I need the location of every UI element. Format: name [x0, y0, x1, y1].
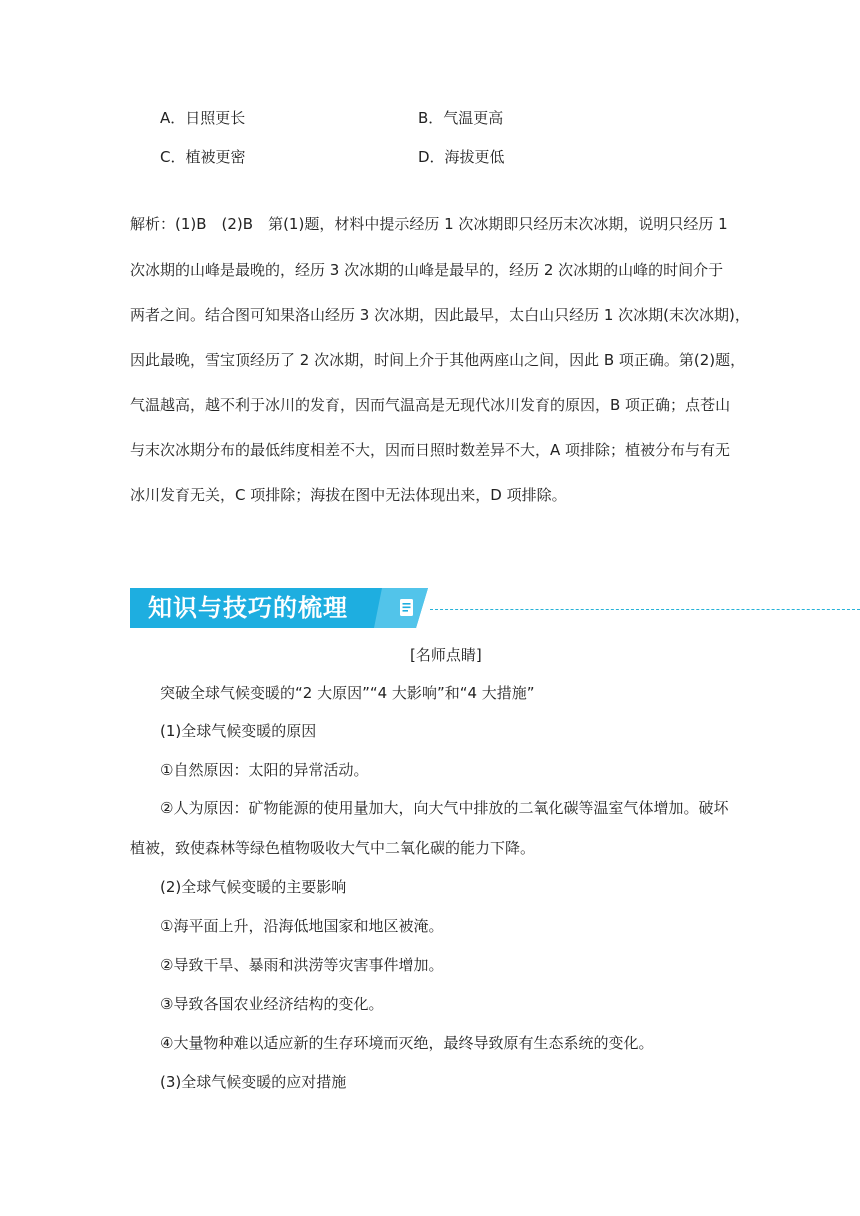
- impact-1: ①海平面上升，沿海低地国家和地区被淹。: [160, 917, 444, 935]
- analysis-line-5: 气温越高，越不利于冰川的发育，因而气温高是无现代冰川发育的原因，B 项正确；点苍山: [130, 396, 731, 414]
- section-title: 知识与技巧的梳理: [148, 594, 348, 622]
- heading-impacts: (2)全球气候变暖的主要影响: [160, 878, 347, 896]
- analysis-line-1: 解析：(1)B (2)B 第(1)题，材料中提示经历 1 次冰期即只经历末次冰期，说明只经历 1: [130, 215, 728, 233]
- banner-dashed-rule: [430, 609, 860, 610]
- subtitle: [名师点睛]: [410, 646, 482, 664]
- natural-cause: ①自然原因：太阳的异常活动。: [160, 761, 369, 779]
- impact-4: ④大量物种难以适应新的生存环境而灭绝，最终导致原有生态系统的变化。: [160, 1034, 654, 1052]
- human-cause-line-1: ②人为原因：矿物能源的使用量加大，向大气中排放的二氧化碳等温室气体增加。破坏: [160, 799, 729, 817]
- option-a: A．日照更长: [160, 109, 246, 127]
- impact-2: ②导致干旱、暴雨和洪涝等灾害事件增加。: [160, 956, 444, 974]
- analysis-line-2: 次冰期的山峰是最晚的，经历 3 次冰期的山峰是最早的，经历 2 次冰期的山峰的时间介于: [130, 261, 724, 279]
- heading-causes: (1)全球气候变暖的原因: [160, 722, 317, 740]
- analysis-line-6: 与末次冰期分布的最低纬度相差不大，因而日照时数差异不大，A 项排除；植被分布与有无: [130, 441, 731, 459]
- analysis-line-3: 两者之间。结合图可知果洛山经历 3 次冰期，因此最早，太白山只经历 1 次冰期(末次冰期)，: [130, 306, 750, 324]
- option-d: D．海拔更低: [418, 148, 505, 166]
- heading-measures: (3)全球气候变暖的应对措施: [160, 1073, 347, 1091]
- section-banner: [130, 588, 860, 628]
- intro-text: 突破全球气候变暖的“2 大原因”“4 大影响”和“4 大措施”: [160, 684, 535, 702]
- option-c: C．植被更密: [160, 148, 246, 166]
- impact-3: ③导致各国农业经济结构的变化。: [160, 995, 384, 1013]
- document-icon: [396, 597, 418, 619]
- analysis-line-4: 因此最晚，雪宝顶经历了 2 次冰期，时间上介于其他两座山之间，因此 B 项正确。第(2)题，: [130, 351, 746, 369]
- analysis-line-7: 冰川发育无关，C 项排除；海拔在图中无法体现出来，D 项排除。: [130, 486, 567, 504]
- option-b: B．气温更高: [418, 109, 504, 127]
- human-cause-line-2: 植被，致使森林等绿色植物吸收大气中二氧化碳的能力下降。: [130, 839, 536, 857]
